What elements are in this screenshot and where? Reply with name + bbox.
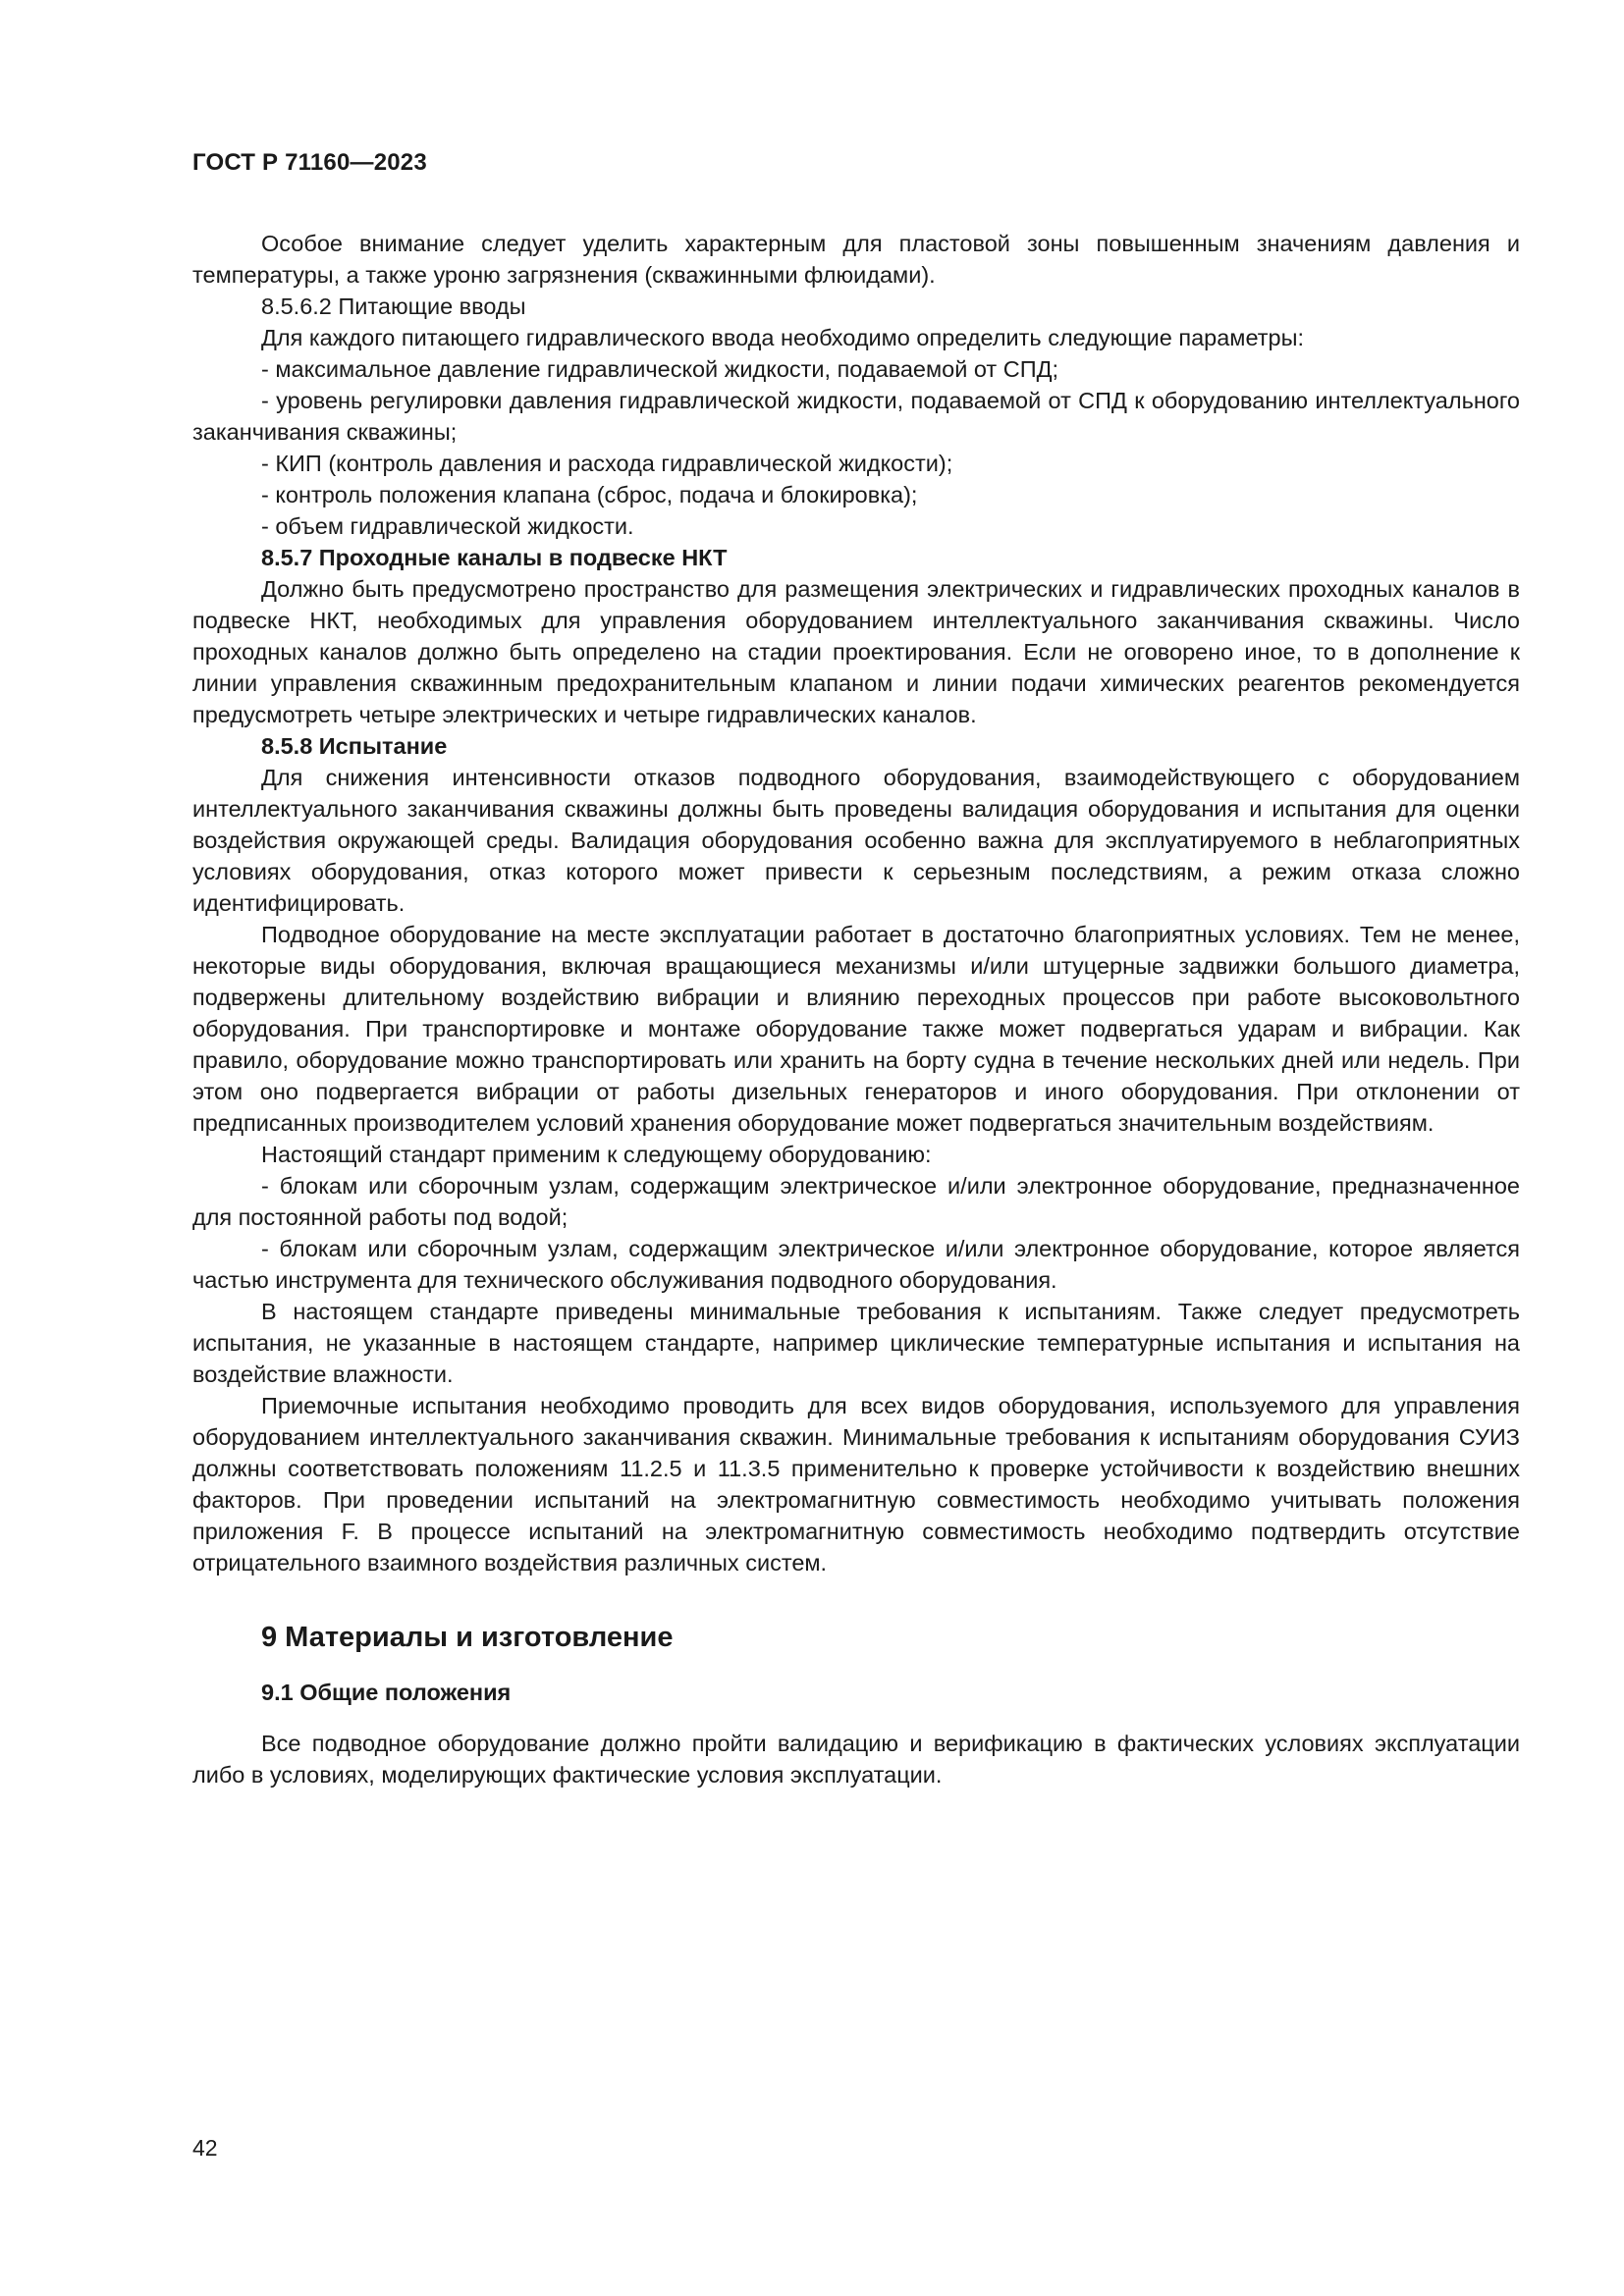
page-number: 42	[192, 2135, 218, 2161]
list-item: - максимальное давление гидравлической жидкости, подаваемой от СПД;	[261, 356, 1059, 382]
list-item: - уровень регулировки давления гидравлической жидкости, подаваемой от СПД к оборудованию интеллектуального заканчивания скважины;	[192, 388, 1520, 445]
paragraph: В настоящем стандарте приведены минимальные требования к испытаниям. Также следует предусмотреть испытания, не указанные в настоящем стандарте, например циклические температурные испытания и испытания на воздействие влажности.	[192, 1299, 1520, 1387]
paragraph: Для каждого питающего гидравлического ввода необходимо определить следующие параметры:	[261, 325, 1304, 350]
list-item: - блокам или сборочным узлам, содержащим электрическое и/или электронное оборудование, которое является частью инструмента для технического обслуживания подводного оборудования.	[192, 1236, 1520, 1293]
list-item: - КИП (контроль давления и расхода гидравлической жидкости);	[261, 451, 953, 476]
paragraph: Должно быть предусмотрено пространство для размещения электрических и гидравлических проходных каналов в подвеске НКТ, необходимых для управления оборудованием интеллектуального заканчивания скважины. Число проходных каналов должно быть определено на стадии проектирования. Если не оговорено иное, то в дополнение к линии управления скважинным предохранительным клапаном и линии подачи химических реагентов рекомендуется предусмотреть четыре электрических и четыре гидравлических каналов.	[192, 576, 1520, 727]
list-item: - контроль положения клапана (сброс, подача и блокировка);	[261, 482, 918, 507]
clause-heading-8-5-7: 8.5.7 Проходные каналы в подвеске НКТ	[261, 545, 728, 570]
page-body	[192, 228, 1520, 1790]
list-item: - объем гидравлической жидкости.	[261, 513, 634, 539]
paragraph: Подводное оборудование на месте эксплуатации работает в достаточно благоприятных условиях. Тем не менее, некоторые виды оборудования, включая вращающиеся механизмы и/или штуцерные задвижки большого диаметра, подвержены длительному воздействию вибрации и влиянию переходных процессов при работе высоковольтного оборудования. При транспортировке и монтаже оборудование также может подвергаться ударам и вибрации. Как правило, оборудование можно транспортировать или хранить на борту судна в течение нескольких дней или недель. При этом оно подвергается вибрации от работы дизельных генераторов и иного оборудования. При отклонении от предписанных производителем условий хранения оборудование может подвергаться значительным воздействиям.	[192, 922, 1520, 1136]
paragraph: Настоящий стандарт применим к следующему оборудованию:	[261, 1142, 932, 1167]
subsection-title: 9.1 Общие положения	[261, 1680, 512, 1705]
clause-heading-8-5-6-2: 8.5.6.2 Питающие вводы	[261, 294, 526, 319]
paragraph: Для снижения интенсивности отказов подводного оборудования, взаимодействующего с оборудованием интеллектуального заканчивания скважины должны быть проведены валидация оборудования и испытания для оценки воздействия окружающей среды. Валидация оборудования особенно важна для эксплуатируемого в неблагоприятных условиях оборудования, отказ которого может привести к серьезным последствиям, а режим отказа сложно идентифицировать.	[192, 765, 1520, 916]
paragraph: Приемочные испытания необходимо проводить для всех видов оборудования, используемого для управления оборудованием интеллектуального заканчивания скважин. Минимальные требования к испытаниям оборудования СУИЗ должны соответствовать положениям 11.2.5 и 11.3.5 применительно к проверке устойчивости к воздействию внешних факторов. При проведении испытаний на электромагнитную совместимость необходимо учитывать положения приложения F. В процессе испытаний на электромагнитную совместимость необходимо подтвердить отсутствие отрицательного взаимного воздействия различных систем.	[192, 1393, 1520, 1575]
list-item: - блокам или сборочным узлам, содержащим электрическое и/или электронное оборудование, предназначенное для постоянной работы под водой;	[192, 1173, 1520, 1230]
document-header: ГОСТ Р 71160—2023	[192, 149, 427, 176]
paragraph: Все подводное оборудование должно пройти валидацию и верификацию в фактических условиях эксплуатации либо в условиях, моделирующих фактические условия эксплуатации.	[192, 1731, 1520, 1788]
section-title: 9 Материалы и изготовление	[261, 1622, 674, 1653]
paragraph: Особое внимание следует уделить характерным для пластовой зоны повышенным значениям давления и температуры, а также уроню загрязнения (скважинными флюидами).	[192, 231, 1520, 288]
clause-heading-8-5-8: 8.5.8 Испытание	[261, 733, 448, 759]
